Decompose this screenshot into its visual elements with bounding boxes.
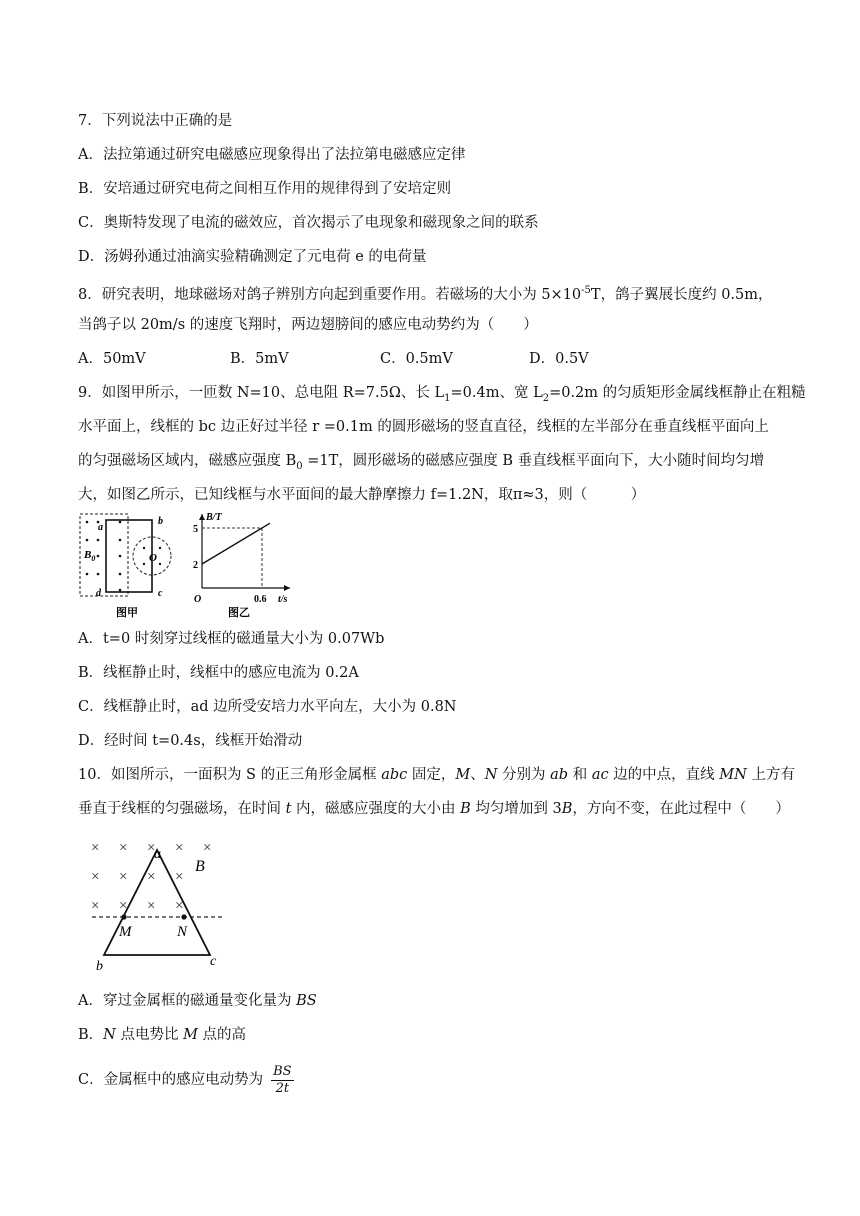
field-cross: ×: [175, 869, 184, 885]
triangle-frame-figure: [84, 834, 234, 974]
b-field-label: B: [195, 858, 205, 875]
b-t-graph: [190, 508, 300, 622]
q10-option-a: A．穿过金属框的磁通量变化量为 BS: [78, 993, 317, 1009]
field-cross: ×: [91, 898, 100, 914]
q7-option-a: A．法拉第通过研究电磁感应现象得出了法拉第电磁感应定律: [78, 147, 466, 163]
q8-stem-line2: 当鸽子以 20m/s 的速度飞翔时，两边翅膀间的感应电动势约为（ ）: [78, 317, 538, 333]
y-axis-label: B/T: [206, 512, 222, 523]
field-cross: ×: [119, 840, 128, 856]
q10-option-b: B．N 点电势比 M 点的高: [78, 1027, 247, 1043]
vertex-a-label: a: [154, 847, 161, 862]
magnetic-field-crosses: [91, 840, 211, 914]
q7-option-c: C．奥斯特发现了电流的磁效应，首次揭示了电现象和磁现象之间的联系: [78, 215, 539, 231]
q7-stem: 7．下列说法中正确的是: [78, 113, 233, 129]
emf-fraction: $\frac{BS}{2t}$: [273, 1063, 292, 1096]
label-b0: $B_0$: [84, 549, 96, 563]
q10-stem-line1: 10．如图所示，一面积为 S 的正三角形金属框 abc 固定，M、N 分别为 ab 和 ac 边的中点，直线 MN 上方有: [78, 767, 795, 783]
y-axis-arrow: [199, 514, 205, 520]
q8-option-b: B．5mV: [230, 351, 289, 367]
q9-stem-line1: 9．如图甲所示，一匝数 N=10、总电阻 R=7.5Ω、长 $L_1=0.4m$、宽 $L_2=0.2m$ 的匀质矩形金属线框静止在粗糙: [78, 385, 806, 404]
q9-stem-line2: 水平面上，线框的 bc 边正好过半径 r =0.1m 的圆形磁场的竖直直径，线框的左半部分在垂直线框平面向上: [78, 419, 769, 435]
origin-label: O: [194, 594, 202, 605]
y-tick-label-5: 5: [193, 524, 198, 535]
field-cross: ×: [147, 869, 156, 885]
q8-stem-line1: 8．研究表明，地球磁场对鸽子辨别方向起到重要作用。若磁场的大小为 $5\times 10^{-5}T$，鸽子翼展长度约 0.5m，: [78, 285, 773, 303]
field-cross: ×: [175, 840, 184, 856]
vertex-b-label: b: [96, 959, 103, 974]
label-o: O: [149, 552, 157, 564]
q9-stem-line4: 大，如图乙所示，已知线框与水平面间的最大静摩擦力 f=1.2N，取π≈3，则（ ）: [78, 487, 646, 503]
n-label: N: [177, 924, 188, 940]
coil-frame: [106, 520, 152, 592]
label-a: a: [98, 522, 103, 533]
q10-option-c: C．金属框中的感应电动势为 $\frac{BS}{2t}$: [78, 1063, 292, 1096]
label-c: c: [158, 588, 163, 599]
x-axis-label: t/s: [278, 594, 288, 605]
x-axis-arrow: [284, 585, 290, 591]
field-cross: ×: [91, 840, 100, 856]
q7-option-b: B．安培通过研究电荷之间相互作用的规律得到了安培定则: [78, 181, 452, 197]
q9-option-c: C．线框静止时，ad 边所受安培力水平向左，大小为 0.8N: [78, 699, 457, 715]
q9-stem-line3: 的匀强磁场区域内，磁感应强度 $B_0 =1T$，圆形磁场的磁感应强度 B 垂直线框平面向下，大小随时间均匀增: [78, 453, 765, 472]
caption-yi: 图乙: [228, 607, 250, 619]
q9-option-a: A．t=0 时刻穿过线框的磁通量大小为 0.07Wb: [78, 631, 385, 647]
label-d: d: [96, 588, 101, 599]
x-tick-label-0.6: 0.6: [254, 594, 267, 605]
q9-figure-jia: [78, 512, 188, 622]
q8-option-c: C．0.5mV: [380, 351, 453, 367]
q10-stem-line2: 垂直于线框的匀强磁场，在时间 t 内，磁感应强度的大小由 B 均匀增加到 3B，方向不变，在此过程中（ ）: [78, 801, 790, 817]
vertex-c-label: c: [210, 954, 217, 969]
q9-option-d: D．经时间 t=0.4s，线框开始滑动: [78, 733, 303, 749]
field-cross: ×: [119, 898, 128, 914]
label-b: b: [158, 516, 163, 527]
m-label: M: [119, 924, 132, 940]
q8-option-a: A．50mV: [78, 351, 146, 367]
field-cross: ×: [203, 840, 212, 856]
field-cross: ×: [175, 898, 184, 914]
y-tick-label-2: 2: [193, 560, 198, 571]
q10-figure: [84, 834, 234, 974]
q9-option-b: B．线框静止时，线框中的感应电流为 0.2A: [78, 665, 359, 681]
q8-option-d: D．0.5V: [529, 351, 589, 367]
field-cross: ×: [147, 898, 156, 914]
point-n: [181, 914, 186, 919]
point-m: [121, 914, 126, 919]
figure-jia-svg: [78, 512, 188, 622]
q7-option-d: D．汤姆孙通过油滴实验精确测定了元电荷 e 的电荷量: [78, 249, 427, 265]
q9-figure-yi: [190, 508, 300, 622]
caption-jia: 图甲: [116, 607, 138, 619]
field-cross: ×: [119, 869, 128, 885]
field-cross: ×: [147, 840, 156, 856]
series-line-b-vs-t: [202, 523, 270, 564]
field-cross: ×: [91, 869, 100, 885]
